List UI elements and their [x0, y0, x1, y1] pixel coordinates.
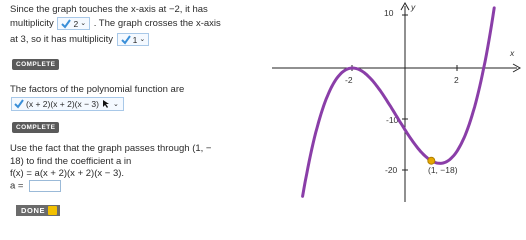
- factors-dropdown-value: (x + 2)(x + 2)(x − 3): [26, 99, 99, 109]
- y-tick-label-minus20: -20: [385, 165, 398, 175]
- x-tick-label-2: 2: [454, 75, 459, 85]
- chevron-down-icon: ⌄: [139, 35, 146, 43]
- complete-badge-2: COMPLETE: [12, 122, 59, 133]
- point-marker: [428, 157, 435, 164]
- point-label: (1, −18): [428, 165, 458, 175]
- chevron-down-icon: ⌄: [80, 19, 87, 27]
- question1-line2-prefix: multiplicity: [10, 18, 54, 30]
- question3-line1: Use the fact that the graph passes through (1, −: [10, 143, 212, 154]
- question3-line3: f(x) = a(x + 2)(x + 2)(x − 3).: [10, 168, 125, 179]
- multiplicity-dropdown-2-value: 1: [132, 34, 138, 45]
- done-button-label: DONE: [21, 206, 46, 215]
- polynomial-curve: [303, 8, 495, 196]
- question1-line1: Since the graph touches the x-axis at −2, it has: [10, 4, 208, 15]
- multiplicity-dropdown-1-value: 2: [73, 18, 79, 29]
- y-axis-label: y: [411, 2, 416, 12]
- y-tick-label-10: 10: [384, 8, 394, 18]
- x-tick-label-minus2: -2: [345, 75, 353, 85]
- x-axis-label: x: [510, 48, 515, 58]
- question1-line3-prefix: at 3, so it has multiplicity: [10, 34, 113, 46]
- question2-line1: The factors of the polynomial function are: [10, 84, 185, 95]
- question3-line2: 18) to find the coefficient a in: [10, 156, 132, 167]
- question1-line2-suffix: . The graph crosses the x-axis: [93, 18, 221, 30]
- complete-badge-1: COMPLETE: [12, 59, 59, 70]
- y-tick-label-minus10: -10: [386, 115, 399, 125]
- coefficient-label: a =: [10, 180, 24, 192]
- chevron-down-icon: ⌄: [112, 101, 119, 108]
